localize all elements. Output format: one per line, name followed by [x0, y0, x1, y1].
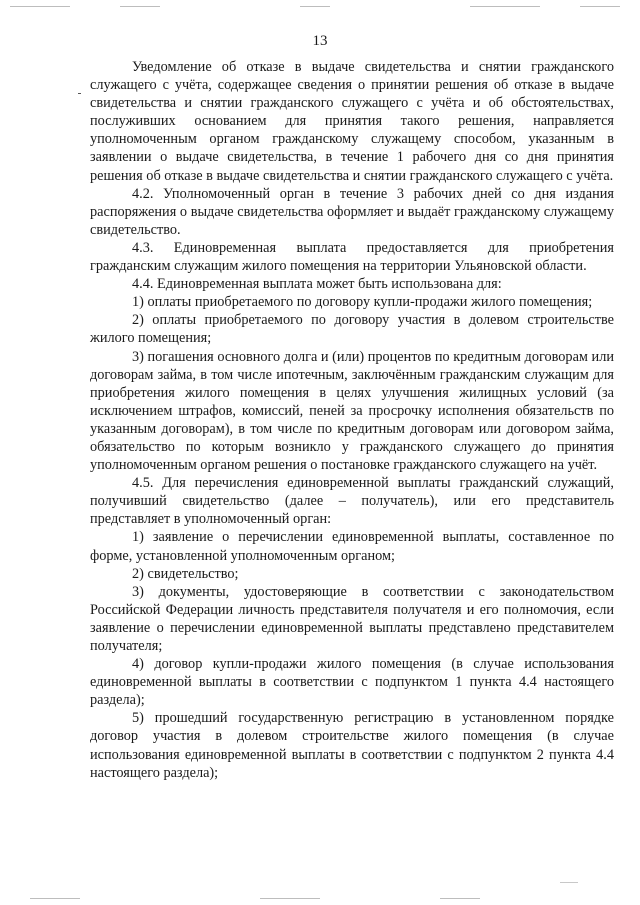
- scan-artifact: [260, 898, 320, 899]
- scan-artifact: [10, 6, 70, 7]
- paragraph-4-2: 4.2. Уполномоченный орган в течение 3 рабочих дней со дня издания распоряжения о выдаче свидетельства оформляет и выдаёт гражданскому служащему свидетельство.: [90, 185, 614, 238]
- list-item-4-4-2: 2) оплаты приобретаемого по договору участия в долевом строительстве жилого помещения;: [90, 312, 614, 347]
- page-number: 13: [312, 33, 328, 49]
- paragraph-4-5: 4.5. Для перечисления единовременной выплаты гражданский служащий, получивший свидетельство (далее – получатель), или его представитель представляет в уполномоченный орган:: [90, 475, 614, 528]
- list-item-4-5-4: 4) договор купли-продажи жилого помещения (в случае использования единовременной выплаты в соответствии с подпунктом 1 пункта 4.4 настоящего раздела);: [90, 656, 614, 709]
- list-item-4-5-5: 5) прошедший государственную регистрацию в установленном порядке договор участия в долевом строительстве жилого помещения (в случае использования единовременной выплаты в соответствии с подпунктом 2 пункта 4.4 настоящего раздела);: [90, 710, 614, 781]
- list-item-4-5-2: 2) свидетельство;: [132, 565, 239, 582]
- scan-artifact: [580, 6, 620, 7]
- scan-artifact: [560, 882, 578, 883]
- scan-artifact: [440, 898, 480, 899]
- list-item-4-5-1: 1) заявление о перечислении единовременной выплаты, составленное по форме, установленной уполномоченным органом;: [90, 529, 614, 564]
- scan-artifact: [120, 6, 160, 7]
- scan-speck: [78, 93, 81, 94]
- list-item-4-5-3: 3) документы, удостоверяющие в соответствии с законодательством Российской Федерации личность представителя получателя и его полномочия, если заявление о перечислении единовременной выплаты представлено представителем получателя;: [90, 583, 614, 654]
- list-item-4-4-1: 1) оплаты приобретаемого по договору купли-продажи жилого помещения;: [132, 294, 593, 311]
- scan-artifact: [300, 6, 330, 7]
- paragraph-4-3: 4.3. Единовременная выплата предоставляется для приобретения гражданским служащим жилого помещения на территории Ульяновской области.: [90, 239, 614, 275]
- list-item-4-4-3: 3) погашения основного долга и (или) процентов по кредитным договорам или договорам займа, в том числе ипотечным, заключённым гражданским служащим для приобретения жилого помещения в целях улучшения жилищных условий (за исключением штрафов, комиссий, пеней за просрочку исполнения обязательств по указанным договорам), в том числе по кредитным договорам или договором займа, обязательство по которым возникло у гражданского служащего до принятия уполномоченным органом решения о постановке гражданского служащего на учёт.: [90, 348, 614, 474]
- scan-artifact: [470, 6, 540, 7]
- scan-artifact: [30, 898, 80, 899]
- paragraph-refusal-notice: Уведомление об отказе в выдаче свидетельства и снятии гражданского служащего с учёта, содержащее сведения о принятии решения об отказе в выдаче свидетельства и снятии гражданского служащего с учёта и об обстоятельствах, послуживших основанием для принятия такого решения, направляется уполномоченным органом гражданскому служащему способом, указанным в заявлении о выдаче свидетельства, в течение 1 рабочего дня со дня принятия решения об отказе в выдаче свидетельства и снятии гражданского служащего с учёта.: [90, 59, 614, 184]
- paragraph-4-4: 4.4. Единовременная выплата может быть использована для:: [132, 276, 502, 293]
- document-body: [90, 58, 614, 782]
